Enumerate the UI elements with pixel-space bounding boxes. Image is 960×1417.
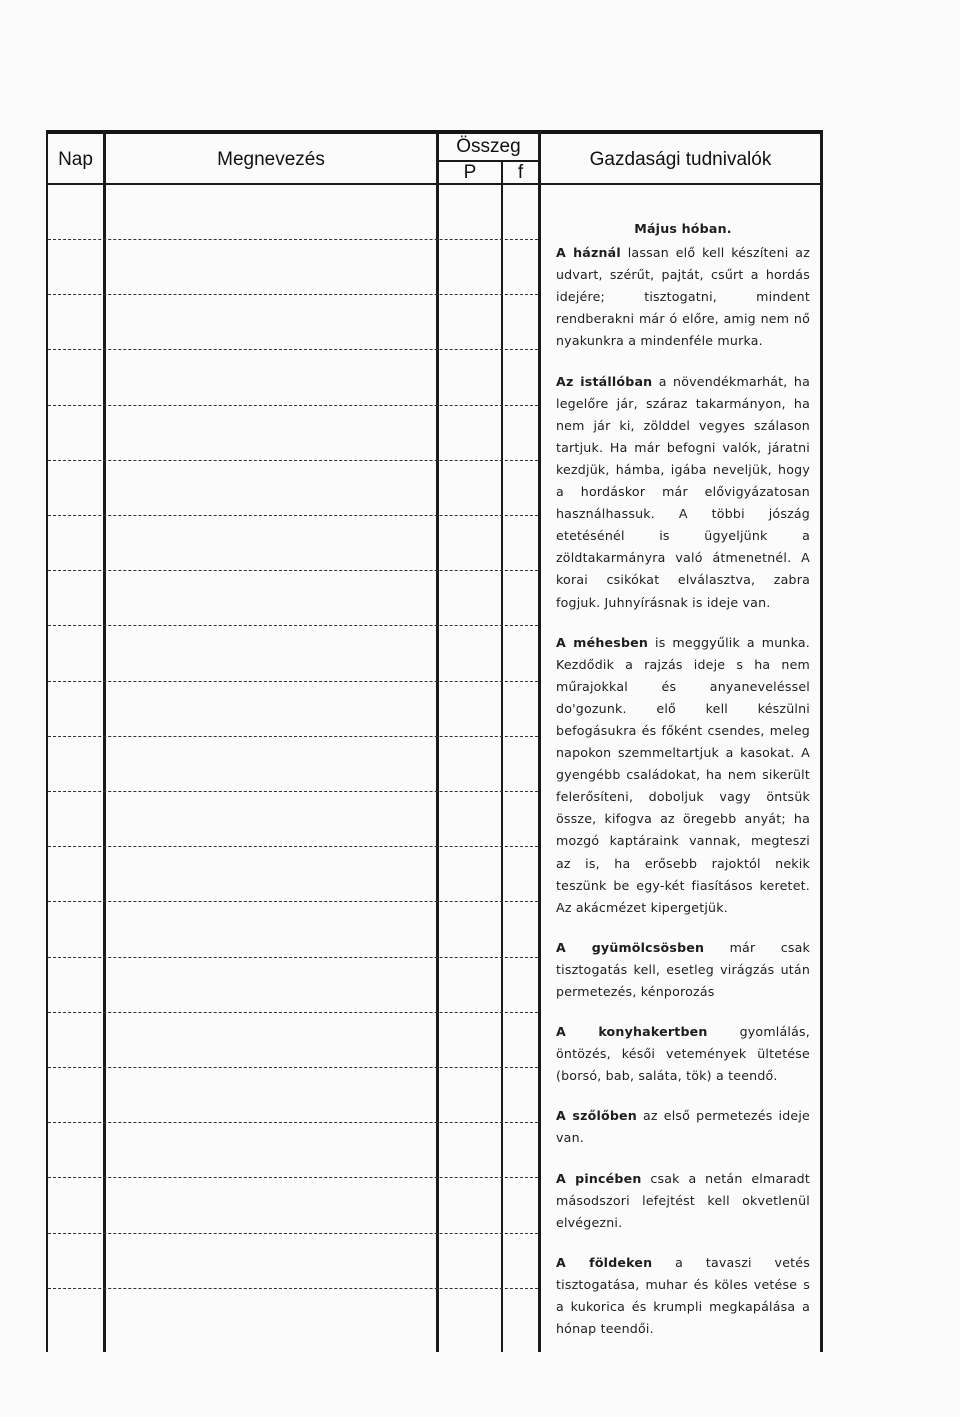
note-text: gyomlálás, öntözés, késői vetemények ültetése (borsó, bab, saláta, tök) a teendő. — [556, 1024, 811, 1084]
header-f: f — [517, 162, 524, 183]
note-lead: A konyhakertben — [556, 1024, 708, 1040]
ledger-row-line — [48, 1177, 538, 1178]
table-top-border — [46, 130, 822, 134]
ledger-row-line — [48, 736, 538, 737]
col-divider-osszeg — [538, 130, 541, 1352]
ledger-row-line — [48, 1233, 538, 1234]
ledger-row-line — [48, 791, 538, 792]
note-istallo — [556, 371, 810, 614]
ledger-row-line — [48, 570, 538, 571]
note-foldek — [556, 1252, 810, 1340]
ledger-row-line — [48, 1067, 538, 1068]
col-divider-p — [501, 162, 503, 1352]
note-lead: Az istállóban — [556, 373, 653, 389]
right-border — [820, 130, 823, 1352]
ledger-row-line — [48, 625, 538, 626]
note-lead: A szőlőben — [556, 1108, 637, 1124]
note-lead: A gyümölcsösben — [556, 939, 705, 955]
ledger-row-line — [48, 846, 538, 847]
note-gyumolcsos — [556, 937, 810, 1003]
economic-notes — [556, 218, 810, 1358]
header-nap: Nap — [58, 149, 93, 170]
note-text: lassan elő kell készíteni az udvart, szérűt, pajtát, csűrt a hordás idejére; tisztogatni, mindent rendberakni már ó előre, amig nem nő nyakunkra a mindenféle murka. — [556, 245, 811, 349]
header-osszeg: Összeg — [456, 136, 521, 157]
col-divider-megnevezes — [436, 130, 439, 1352]
ledger-row-line — [48, 957, 538, 958]
note-hazan — [556, 242, 810, 352]
ledger-row-line — [48, 1288, 538, 1289]
note-lead: A méhesben — [556, 634, 649, 650]
note-pince — [556, 1168, 810, 1234]
note-text: is meggyűlik a munka. Kezdődik a rajzás ideje s ha nem műrajokkal és anyaneveléssel do'gozunk. elő kell készülni befogásukra és főként csendes, meleg napokon szemmeltartjuk a kasokat. A gyengébb családokat, ha nem sikerült felerősíteni, doboljuk vagy öntsük össze, kifogva az öregebb anyát; ha mozgó kaptáraink vannak, megteszi az is, ha erősebb rajoktól nekik teszünk be egy-két fiasításos keretet. Az akácmézet kipergetjük. — [556, 634, 810, 915]
header-bottom-border — [46, 183, 822, 185]
ledger-row-line — [48, 681, 538, 682]
note-text: a növendékmarhát, ha legelőre jár, száraz takarmányon, ha nem jár ki, zölddel vegyes szálason tartjuk. Ha már befogni valók, járatni kezdjük, hámba, igába neveljük, hogy a hordáskor már elővigyázatosan használhassuk. A többi jószág etetésénél is ügyeljünk a zöldtakarmányra való átmenetnél. A korai csikókat elválasztva, zabra fogjuk. Juhnyírásnak is ideje van. — [556, 373, 810, 610]
note-szolo — [556, 1105, 810, 1149]
header-tudnivalok: Gazdasági tudnivalók — [589, 149, 772, 170]
ledger-row-line — [48, 1122, 538, 1123]
ledger-row-line — [48, 239, 538, 240]
note-konyhakert — [556, 1021, 810, 1087]
ledger-row-line — [48, 460, 538, 461]
header-megnevezes: Megnevezés — [217, 149, 325, 170]
note-lead: A földeken — [556, 1254, 653, 1270]
note-lead: A pincében — [556, 1170, 642, 1186]
note-text: már csak tisztogatás kell, esetleg virágzás után permetezés, kénporozás — [556, 939, 811, 999]
notes-title: Május hóban. — [634, 221, 732, 236]
header-p: P — [463, 162, 477, 183]
col-divider-nap — [103, 130, 106, 1352]
ledger-row-line — [48, 294, 538, 295]
ledger-row-line — [48, 349, 538, 350]
note-lead: A háznál — [556, 245, 621, 261]
note-text: az első permetezés ideje van. — [556, 1108, 810, 1146]
left-border — [46, 130, 48, 1352]
ledger-row-line — [48, 405, 538, 406]
note-text: csak a netán elmaradt másodszori lefejtést kell okvetlenül elvégezni. — [556, 1170, 810, 1230]
ledger-row-line — [48, 515, 538, 516]
ledger-row-line — [48, 901, 538, 902]
note-text: a tavaszi vetés tisztogatása, muhar és köles vetése s a kukorica és krumpli megkapálása a hónap teendői. — [556, 1254, 810, 1337]
note-meheszet — [556, 632, 810, 919]
ledger-row-line — [48, 1012, 538, 1013]
